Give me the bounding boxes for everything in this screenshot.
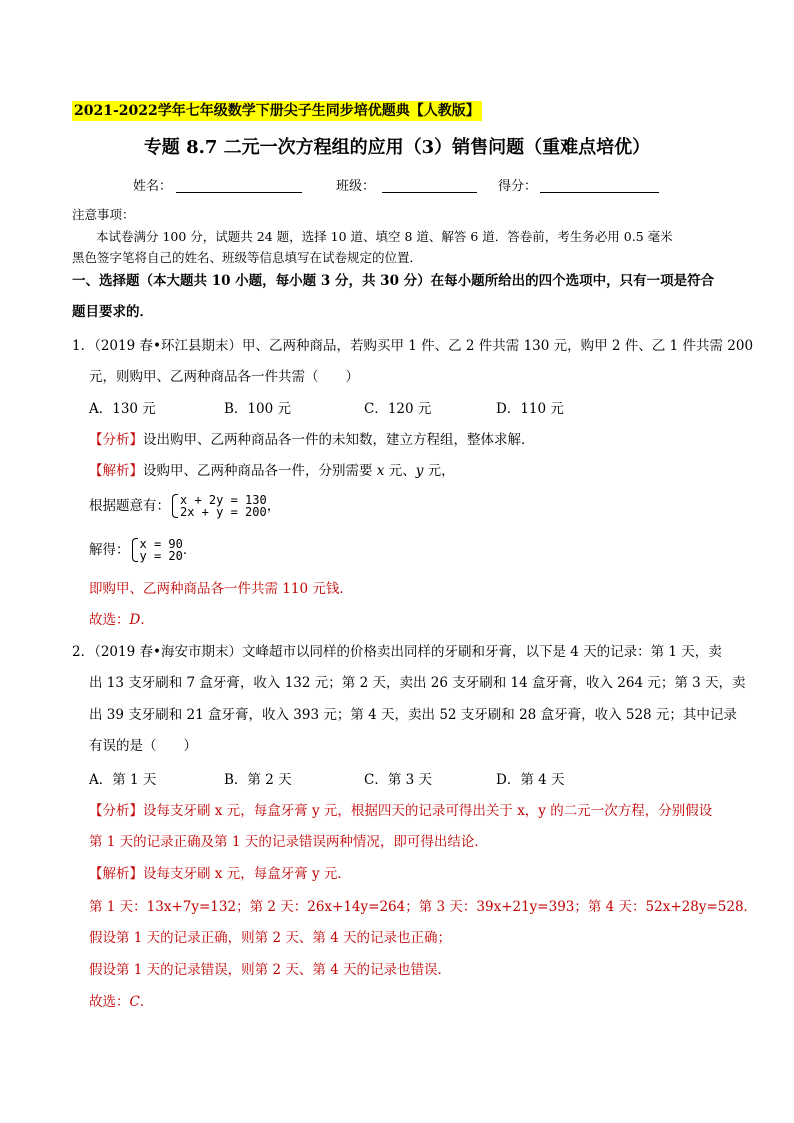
q1-system-brace bbox=[170, 494, 267, 518]
q2-equations: 第 1 天：13x+7y=132；第 2 天：26x+14y=264；第 3 天：39x+21y=393；第 4 天：52x+28y=528． bbox=[89, 899, 758, 915]
q2-answer-tail: ． bbox=[139, 994, 154, 1010]
q1-answer-prefix: 故选： bbox=[89, 612, 130, 628]
q1-solved-system bbox=[89, 538, 196, 562]
q1-option-a: A．130 元 bbox=[89, 401, 156, 417]
q2-analysis-line-2: 第 1 天的记录正确及第 1 天的记录错误两种情况，即可得出结论． bbox=[89, 834, 488, 850]
q2-analysis-text-1: 设每支牙刷 x 元，每盒牙膏 y 元，根据四天的记录可得出关于 x，y 的二元一次方程，分别假设 bbox=[143, 803, 713, 819]
q2-solution-tag: 【解析】 bbox=[89, 866, 143, 882]
notes-line-2: 黑色签字笔将自己的姓名、班级等信息填写在试卷规定的位置． bbox=[72, 250, 423, 265]
q1-equation-system bbox=[89, 494, 280, 518]
q2-analysis-tag: 【分析】 bbox=[89, 803, 143, 819]
q1-solution-tag: 【解析】 bbox=[89, 463, 143, 479]
q2-solution bbox=[89, 864, 351, 884]
q2-solution-text: 设每支牙刷 x 元，每盒牙膏 y 元． bbox=[143, 866, 351, 882]
q1-eq-2: 2x + y = 200 bbox=[180, 505, 267, 519]
q1-stem-line-1: 1．（2019 春•环江县期末）甲、乙两种商品，若购买甲 1 件、乙 2 件共需 130 元，购甲 2 件、乙 1 件共需 200 bbox=[72, 338, 754, 354]
name-label: 姓名： bbox=[133, 179, 173, 194]
q1-option-d: D．110 元 bbox=[496, 401, 564, 417]
q1-var-y: y bbox=[415, 463, 424, 479]
class-field[interactable] bbox=[382, 178, 477, 193]
q1-answer-tail: ． bbox=[140, 612, 154, 628]
q2-option-b: B．第 2 天 bbox=[224, 772, 292, 788]
q1-solution-brace bbox=[130, 538, 183, 562]
q1-solution-text-b: 元、 bbox=[384, 463, 416, 479]
q2-analysis-line-1 bbox=[89, 801, 712, 821]
q1-stem-line-2: 元，则购甲、乙两种商品各一件共需（ ） bbox=[89, 369, 359, 385]
q1-solution bbox=[89, 461, 455, 481]
q1-analysis bbox=[89, 430, 535, 450]
section-heading-line-2: 题目要求的． bbox=[72, 304, 153, 320]
q1-var-x: x bbox=[376, 463, 385, 479]
q1-solve-intro: 解得： bbox=[89, 542, 130, 558]
q1-answer bbox=[89, 610, 154, 630]
class-label: 班级： bbox=[336, 179, 376, 194]
score-label: 得分： bbox=[498, 179, 538, 194]
q2-case-1: 假设第 1 天的记录正确，则第 2 天、第 4 天的记录也正确； bbox=[89, 930, 452, 946]
q2-stem-line-1: 2．（2019 春•海安市期末）文峰超市以同样的价格卖出同样的牙刷和牙膏，以下是 4 天的记录：第 1 天，卖 bbox=[72, 644, 722, 660]
q2-stem-line-4: 有误的是（ ） bbox=[89, 738, 197, 754]
q1-answer-letter: D bbox=[129, 612, 141, 628]
score-field[interactable] bbox=[540, 178, 659, 193]
q1-solution-text-c: 元， bbox=[423, 463, 455, 479]
q2-case-2: 假设第 1 天的记录错误，则第 2 天、第 4 天的记录也错误． bbox=[89, 962, 452, 978]
q2-option-d: D．第 4 天 bbox=[496, 772, 565, 788]
q2-answer bbox=[89, 992, 153, 1012]
q1-sol-1: x = 90 bbox=[139, 537, 183, 551]
q1-eq-intro: 根据题意有： bbox=[89, 498, 170, 514]
q1-conclusion: 即购甲、乙两种商品各一件共需 110 元钱． bbox=[89, 581, 353, 597]
q1-sol-tail: ． bbox=[182, 542, 197, 558]
q1-option-b: B．100 元 bbox=[224, 401, 291, 417]
q2-option-c: C．第 3 天 bbox=[364, 772, 433, 788]
q1-eq-1: x + 2y = 130 bbox=[180, 493, 267, 507]
q2-option-a: A．第 1 天 bbox=[89, 772, 157, 788]
series-banner: 2021-2022学年七年级数学下册尖子生同步培优题典【人教版】 bbox=[74, 103, 480, 119]
q1-option-c: C．120 元 bbox=[364, 401, 432, 417]
q1-solution-text-a: 设购甲、乙两种商品各一件，分别需要 bbox=[143, 463, 377, 479]
page-title: 专题 8.7 二元一次方程组的应用（3）销售问题（重难点培优） bbox=[143, 137, 651, 158]
notes-heading: 注意事项： bbox=[72, 207, 135, 222]
q2-answer-prefix: 故选： bbox=[89, 994, 130, 1010]
section-heading-line-1: 一、选择题（本大题共 10 小题，每小题 3 分，共 30 分）在每小题所给出的四个选项中，只有一项是符合 bbox=[72, 273, 715, 289]
q2-answer-letter: C bbox=[129, 994, 140, 1010]
q1-sol-2: y = 20 bbox=[139, 549, 183, 563]
q1-analysis-tag: 【分析】 bbox=[89, 432, 143, 448]
q1-analysis-text: 设出购甲、乙两种商品各一件的未知数，建立方程组，整体求解． bbox=[143, 432, 535, 448]
q1-eq-tail: ， bbox=[266, 498, 281, 514]
q2-stem-line-3: 出 39 支牙刷和 21 盒牙膏，收入 393 元；第 4 天，卖出 52 支牙刷和 28 盒牙膏，收入 528 元；其中记录 bbox=[89, 707, 737, 723]
notes-line-1: 本试卷满分 100 分，试题共 24 题，选择 10 道、填空 8 道、解答 6 道．答卷前，考生务必用 0.5 毫米 bbox=[96, 229, 673, 244]
q2-stem-line-2: 出 13 支牙刷和 7 盒牙膏，收入 132 元；第 2 天，卖出 26 支牙刷和 14 盒牙膏，收入 264 元；第 3 天，卖 bbox=[89, 675, 746, 691]
name-field[interactable] bbox=[176, 178, 302, 193]
